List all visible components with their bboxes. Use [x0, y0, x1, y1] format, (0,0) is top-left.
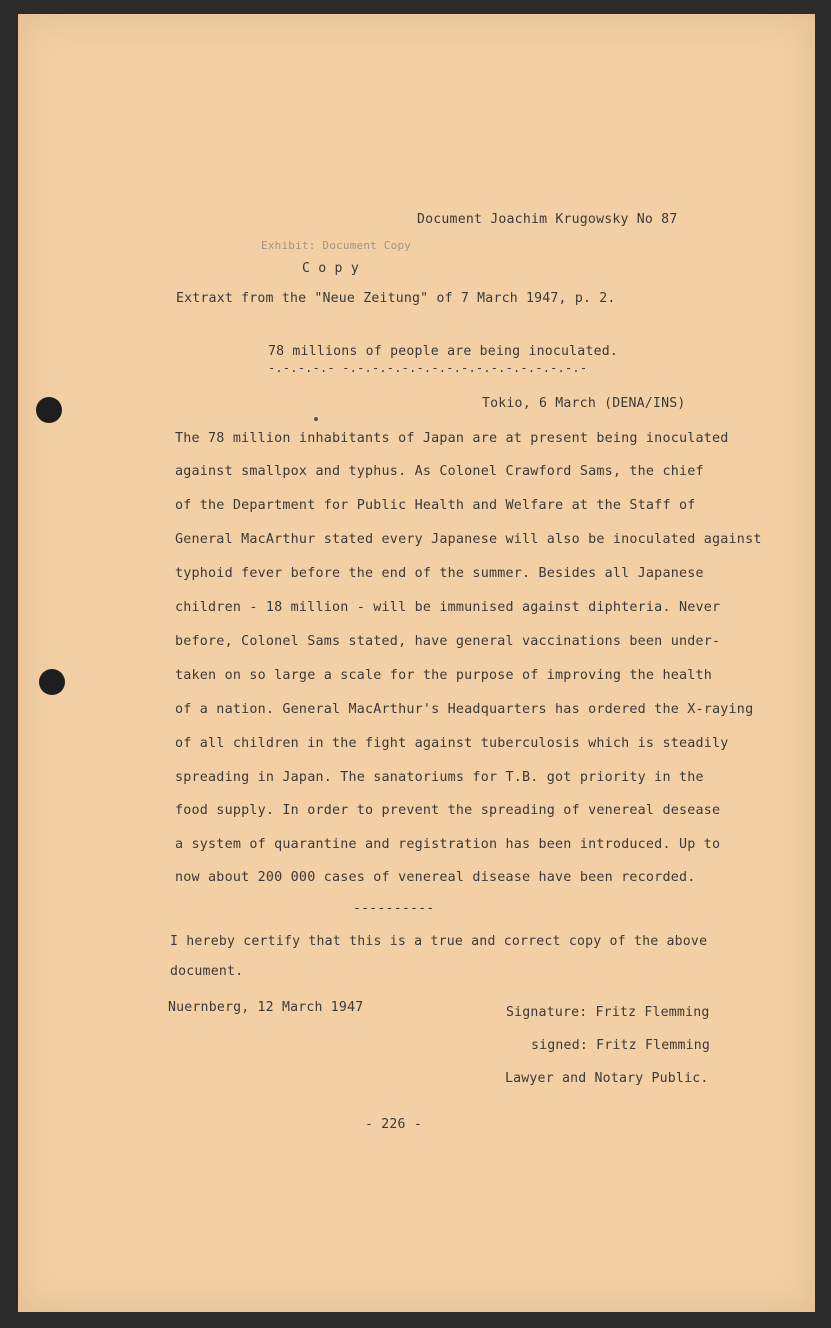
body-line: General MacArthur stated every Japanese will also be inoculated against	[175, 532, 762, 547]
body-line: typhoid fever before the end of the summer. Besides all Japanese	[175, 566, 704, 581]
ink-dot	[314, 417, 318, 421]
punch-hole	[39, 669, 65, 695]
body-line: of the Department for Public Health and Welfare at the Staff of	[175, 498, 696, 513]
page-number: - 226 -	[365, 1117, 422, 1132]
body-line: food supply. In order to prevent the spreading of venereal desease	[175, 803, 721, 818]
certification-line: I hereby certify that this is a true and correct copy of the above	[170, 934, 708, 949]
body-line: taken on so large a scale for the purpose of improving the health	[175, 668, 713, 683]
notary-title: Lawyer and Notary Public.	[505, 1071, 709, 1086]
body-line: against smallpox and typhus. As Colonel Crawford Sams, the chief	[175, 464, 704, 479]
document-reference: Document Joachim Krugowsky No 87	[417, 212, 678, 227]
punch-hole	[36, 397, 62, 423]
article-headline: 78 millions of people are being inoculated.	[268, 344, 619, 359]
headline-underline: -.-.-.-.- -.-.-.-.-.-.-.-.-.-.-.-.-.-.-.-.-	[268, 361, 588, 375]
document-page	[18, 14, 815, 1312]
article-dateline: Tokio, 6 March (DENA/INS)	[482, 396, 686, 411]
body-line: of all children in the fight against tuberculosis which is steadily	[175, 736, 729, 751]
body-line: spreading in Japan. The sanatoriums for T.B. got priority in the	[175, 770, 704, 785]
section-separator: ----------	[353, 901, 435, 916]
body-line: children - 18 million - will be immunised against diphteria. Never	[175, 600, 721, 615]
signature-line: Signature: Fritz Flemming	[506, 1005, 710, 1020]
body-line: of a nation. General MacArthur's Headquarters has ordered the X-raying	[175, 702, 754, 717]
certification-line: document.	[170, 964, 244, 979]
place-and-date: Nuernberg, 12 March 1947	[168, 1000, 364, 1015]
signed-line: signed: Fritz Flemming	[531, 1038, 711, 1053]
extract-source-line: Extraxt from the "Neue Zeitung" of 7 March 1947, p. 2.	[176, 291, 616, 306]
body-line: The 78 million inhabitants of Japan are at present being inoculated	[175, 431, 729, 446]
body-line: before, Colonel Sams stated, have general vaccinations been under-	[175, 634, 721, 649]
copy-label: C o p y	[302, 261, 359, 276]
body-line: a system of quarantine and registration has been introduced. Up to	[175, 837, 721, 852]
body-line: now about 200 000 cases of venereal disease have been recorded.	[175, 870, 696, 885]
faint-stamp-text: Exhibit: Document Copy	[261, 239, 412, 252]
